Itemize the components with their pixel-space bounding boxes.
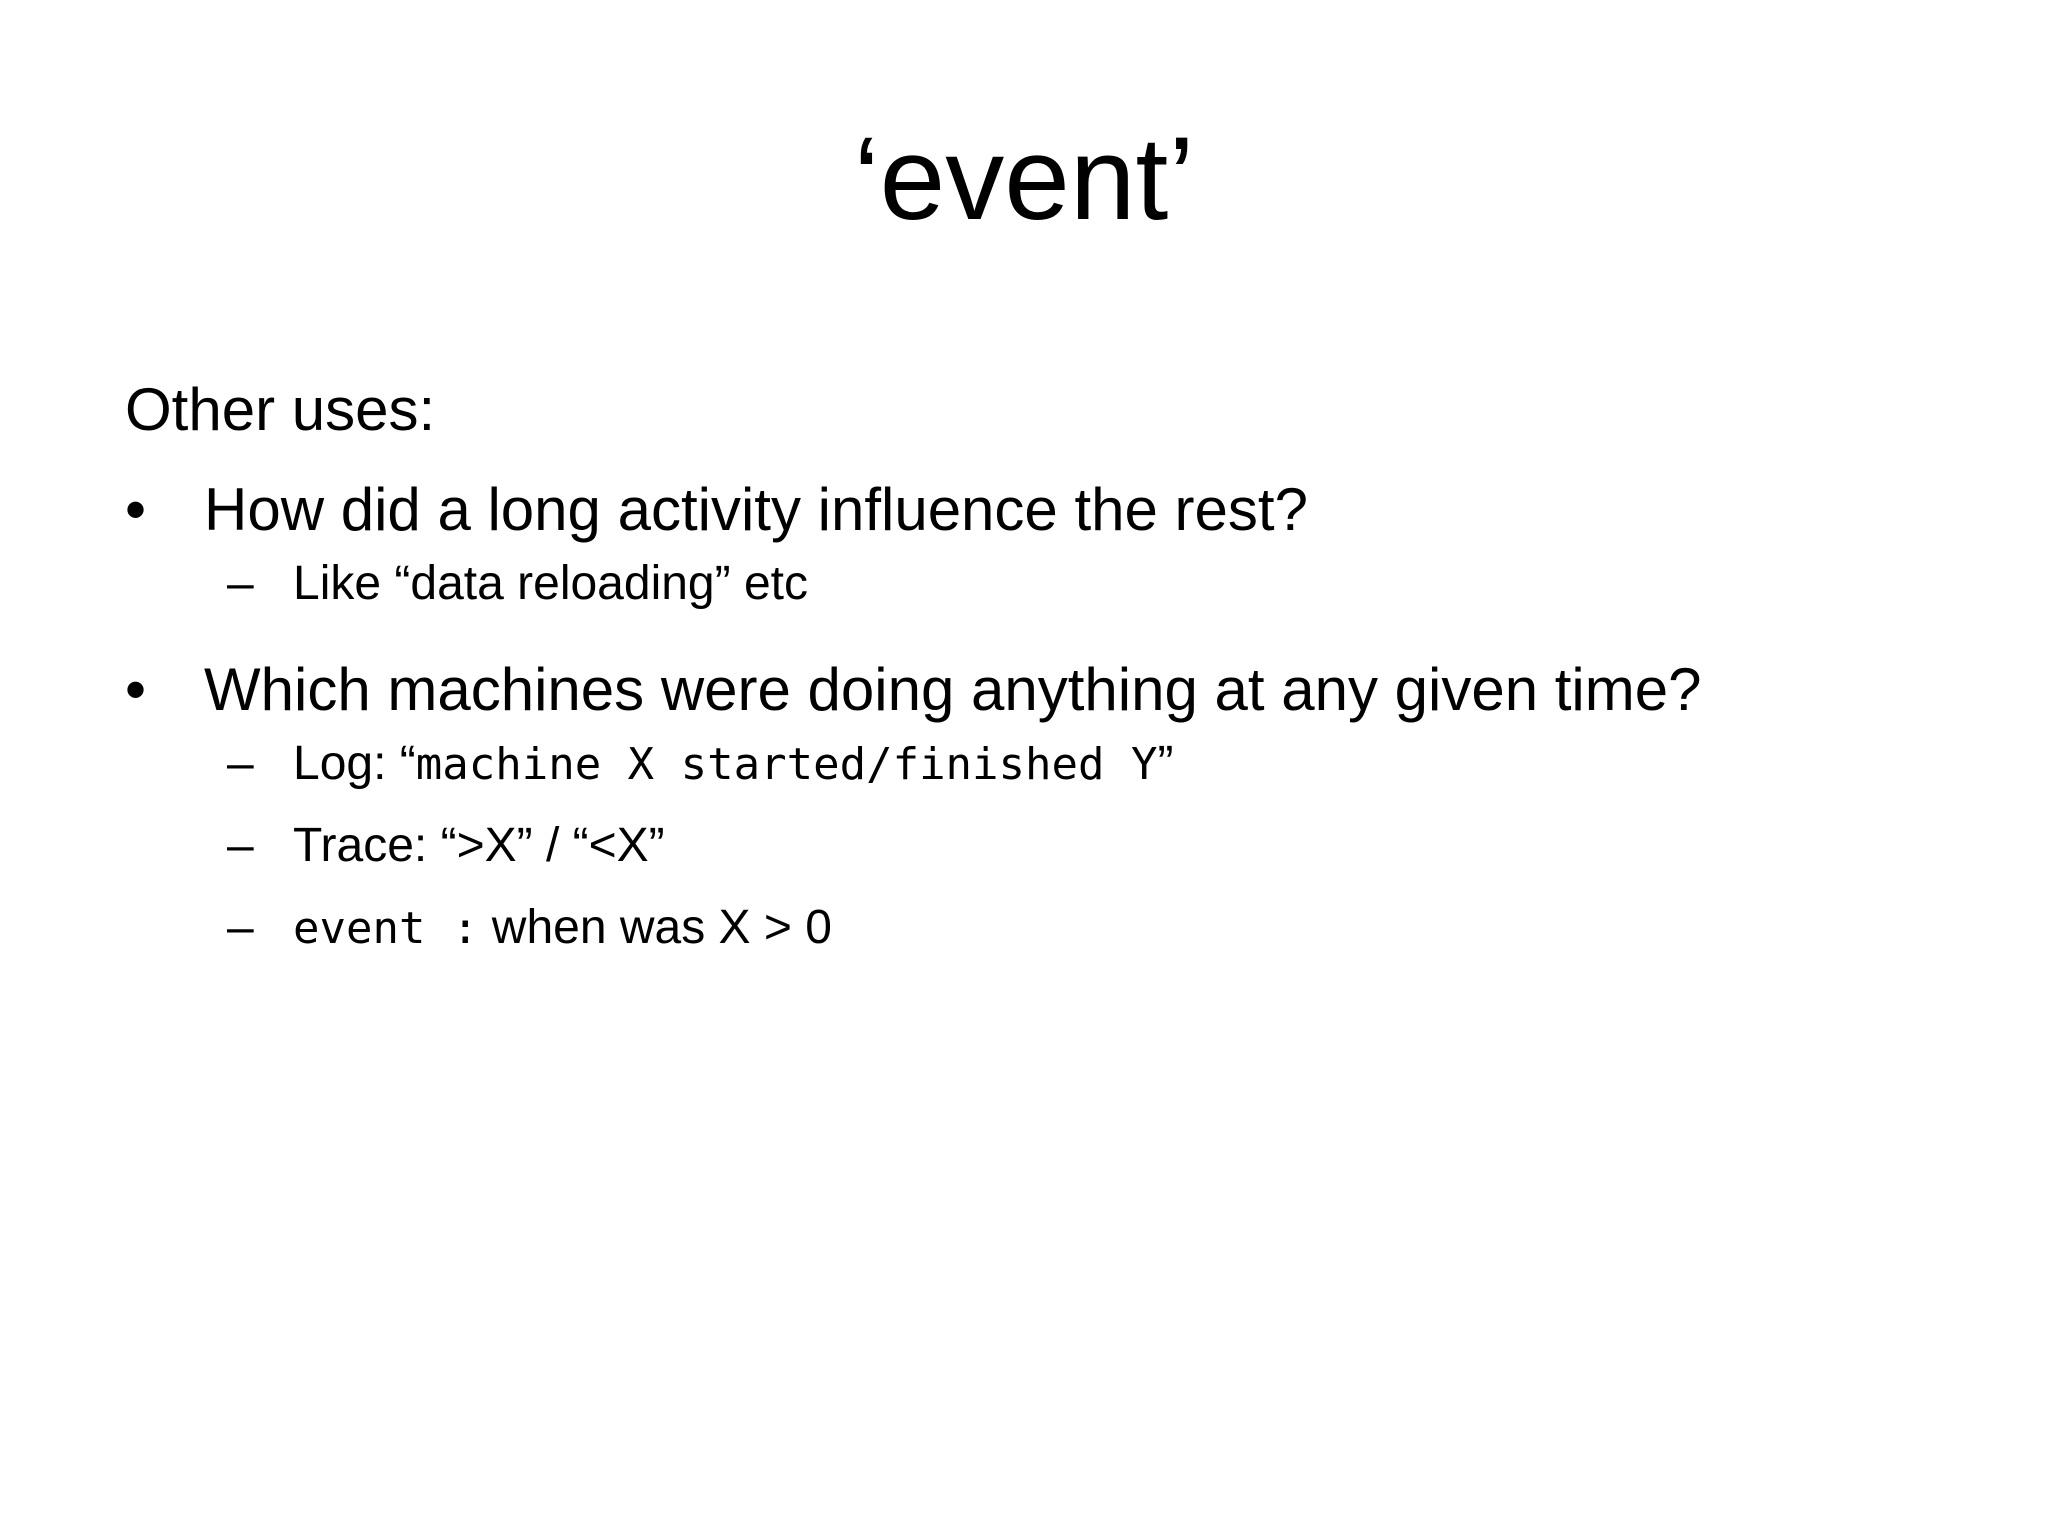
- sub-bullet-prefix: Log: “: [293, 737, 416, 790]
- bullet-item: [125, 476, 1975, 543]
- sub-bullet-text: Trace: “>X” / “<X”: [293, 819, 665, 872]
- bullet-item: [125, 656, 1975, 723]
- dash-marker: –: [227, 557, 254, 610]
- dash-marker: –: [227, 819, 254, 872]
- sub-bullet-item: [125, 737, 1975, 792]
- dash-marker: –: [227, 737, 254, 790]
- slide-title: ‘event’: [853, 113, 1195, 245]
- sub-bullet-suffix: when was X > 0: [478, 901, 832, 954]
- sub-bullet-item: [125, 901, 1975, 956]
- intro-text: Other uses:: [125, 376, 436, 443]
- bullet-marker: •: [125, 476, 147, 543]
- code-text: event :: [293, 903, 479, 954]
- dash-marker: –: [227, 901, 254, 954]
- sub-bullet-item: [125, 557, 1975, 612]
- bullet-text: Which machines were doing anything at any given time?: [204, 656, 1702, 723]
- bullet-marker: •: [125, 656, 147, 723]
- slide-body: [125, 376, 1975, 986]
- sub-bullet-text: Like “data reloading” etc: [293, 557, 808, 610]
- bullet-text: How did a long activity influence the rest?: [204, 476, 1308, 543]
- code-text: machine X started/finished Y: [415, 739, 1158, 790]
- sub-bullet-suffix: ”: [1157, 737, 1174, 790]
- sub-bullet-item: [125, 819, 1975, 874]
